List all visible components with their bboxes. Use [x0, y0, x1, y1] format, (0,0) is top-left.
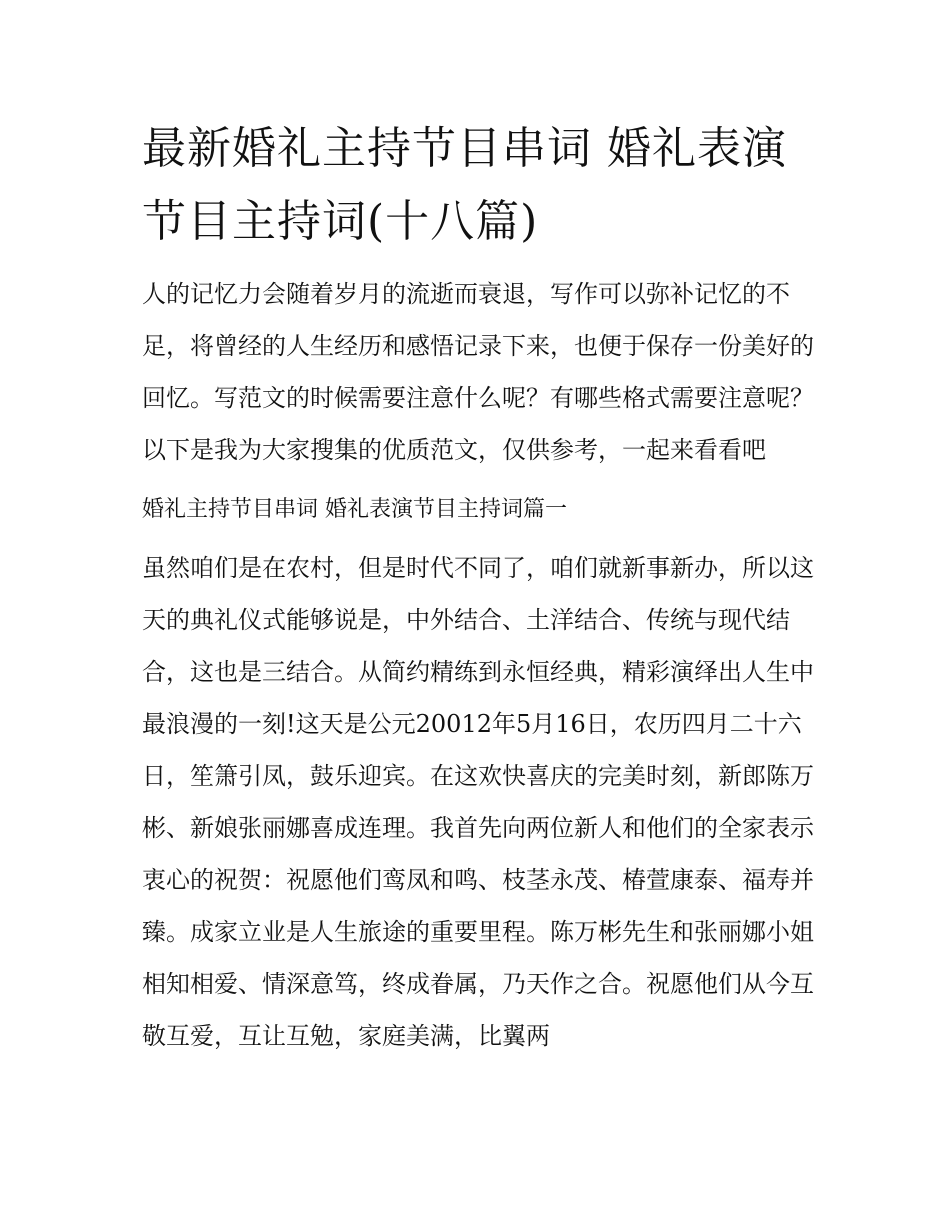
document-title: 最新婚礼主持节目串词 婚礼表演节目主持词(十八篇): [142, 123, 787, 247]
section-heading: 婚礼主持节目串词 婚礼表演节目主持词篇一: [142, 497, 567, 522]
intro-text: 人的记忆力会随着岁月的流逝而衰退，写作可以弥补记忆的不足，将曾经的人生经历和感悟记录下来，也便于保存一份美好的回忆。写范文的时候需要注意什么呢？有哪些格式需要注意呢？以下是我为大家搜集的优质范文，仅供参考，一起来看看吧: [142, 280, 814, 464]
body-paragraph: 虽然咱们是在农村，但是时代不同了，咱们就新事新办，所以这天的典礼仪式能够说是，中外结合、土洋结合、传统与现代结合，这也是三结合。从简约精练到永恒经典，精彩演绎出人生中最浪漫的一刻!这天是公元20012年5月16日，农历四月二十六日，笙箫引凤，鼓乐迎宾。在这欢快喜庆的完美时刻，新郎陈万彬、新娘张丽娜喜成连理。我首先向两位新人和他们的全家表示衷心的祝贺：祝愿他们鸾凤和鸣、枝茎永茂、椿萱康泰、福寿并臻。成家立业是人生旅途的重要里程。陈万彬先生和张丽娜小姐相知相爱、情深意笃，终成眷属，乃天作之合。祝愿他们从今互敬互爱，互让互勉，家庭美满，比翼两: [142, 554, 814, 1050]
document-page: [142, 112, 814, 1062]
intro-paragraph: [142, 268, 814, 476]
